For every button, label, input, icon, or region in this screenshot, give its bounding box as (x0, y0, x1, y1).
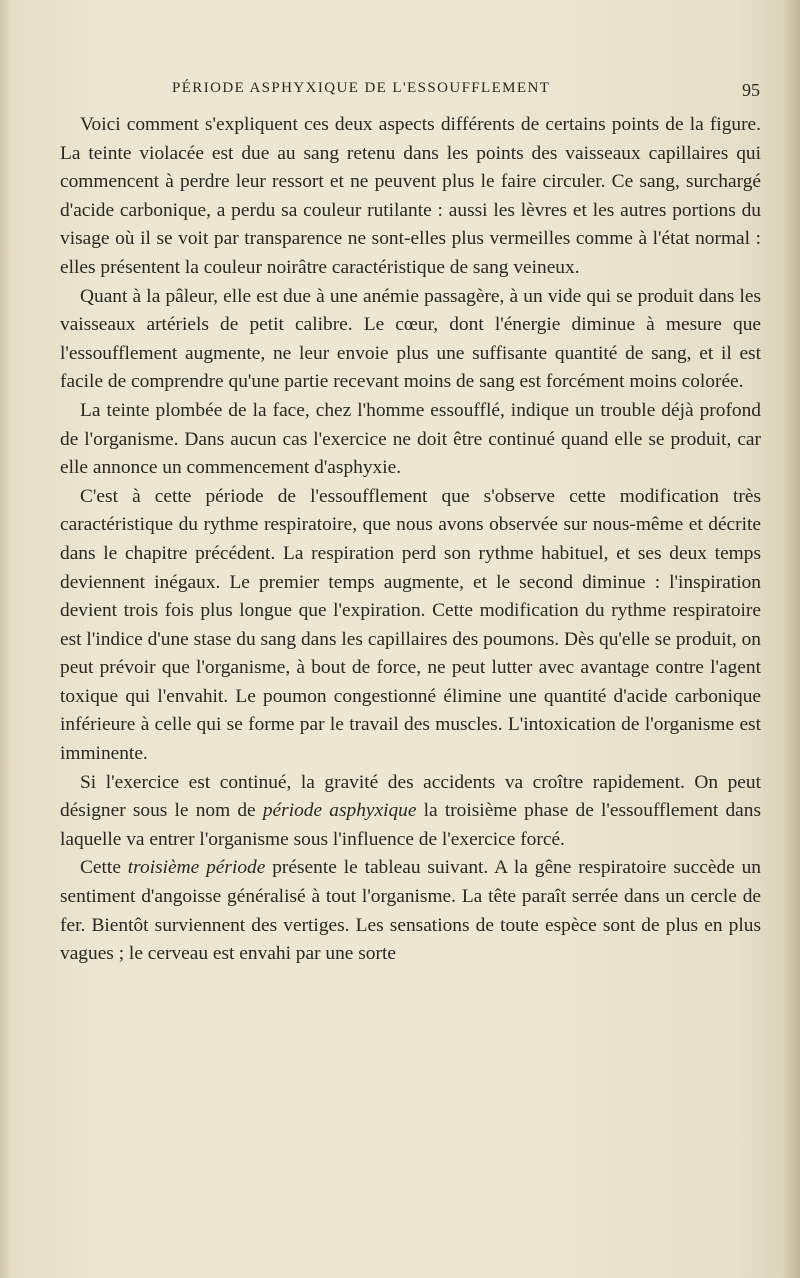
paragraph: Si l'exercice est continué, la gravité des accidents va croître rapidement. On peut désigner sous le nom de période asphyxique la troisième phase de l'essoufflement dans laquelle va entrer l'organisme sous l'influence de l'exercice forcé. (60, 771, 761, 850)
paragraph: La teinte plombée de la face, chez l'homme essoufflé, indique un trouble déjà profond de l'organisme. Dans aucun cas l'exercice ne doit être continué quand elle se produit, car elle annonce un commencement d'asphyxie. (60, 399, 761, 479)
body-text (60, 111, 761, 969)
paragraph: C'est à cette période de l'essoufflement que s'observe cette modification très caractéristique du rythme respiratoire, que nous avons observée sur nous-même et décrite dans le chapitre précédent. La respiration perd son rythme habituel, et ses deux temps deviennent inégaux. Le premier temps augmente, et le second diminue : l'inspiration devient trois fois plus longue que l'expiration. Cette modification du rythme respiratoire est l'indice d'une stase du sang dans les capillaires des poumons. Dès qu'elle se produit, on peut prévoir que l'organisme, à bout de force, ne peut lutter avec avantage contre l'agent toxique qui l'envahit. Le poumon congestionné élimine une quantité d'acide carbonique inférieure à celle qui se forme par le travail des muscles. L'intoxication de l'organisme est imminente. (60, 485, 761, 765)
emphasis-term: troisième période (127, 857, 266, 879)
running-head: PÉRIODE ASPHYXIQUE DE L'ESSOUFFLEMENT (172, 80, 551, 96)
page-edge-shadow (782, 0, 800, 1278)
page-header (60, 80, 760, 110)
page-gutter-shadow (0, 0, 12, 1278)
paragraph: Quant à la pâleur, elle est due à une anémie passagère, à un vide qui se produit dans les vaisseaux artériels de petit calibre. Le cœur, dont l'énergie diminue à mesure que l'essoufflement augmente, ne leur envoie plus une suffisante quantité de sang, et il est facile de comprendre qu'une partie recevant moins de sang est forcément moins colorée. (60, 285, 761, 393)
page-number: 95 (742, 80, 760, 100)
paragraph: Cette troisième période présente le tableau suivant. A la gêne respiratoire succède un sentiment d'angoisse généralisé à tout l'organisme. La tête paraît serrée dans un cercle de fer. Bientôt surviennent des vertiges. Les sensations de toute espèce sont de plus en plus vagues ; le cerveau est envahi par une sorte (60, 857, 762, 965)
paragraph: Voici comment s'expliquent ces deux aspects différents de certains points de la figure. La teinte violacée est due au sang retenu dans les points des vaisseaux capillaires qui commencent à perdre leur ressort et ne peuvent plus le faire circuler. Ce sang, surchargé d'acide carbonique, a perdu sa couleur rutilante : aussi les lèvres et les autres portions du visage où il se voit par transparence ne sont-elles plus vermeilles comme à l'état normal : elles présentent la couleur noirâtre caractéristique de sang veineux. (60, 114, 761, 278)
emphasis-term: période asphyxique (262, 800, 417, 822)
